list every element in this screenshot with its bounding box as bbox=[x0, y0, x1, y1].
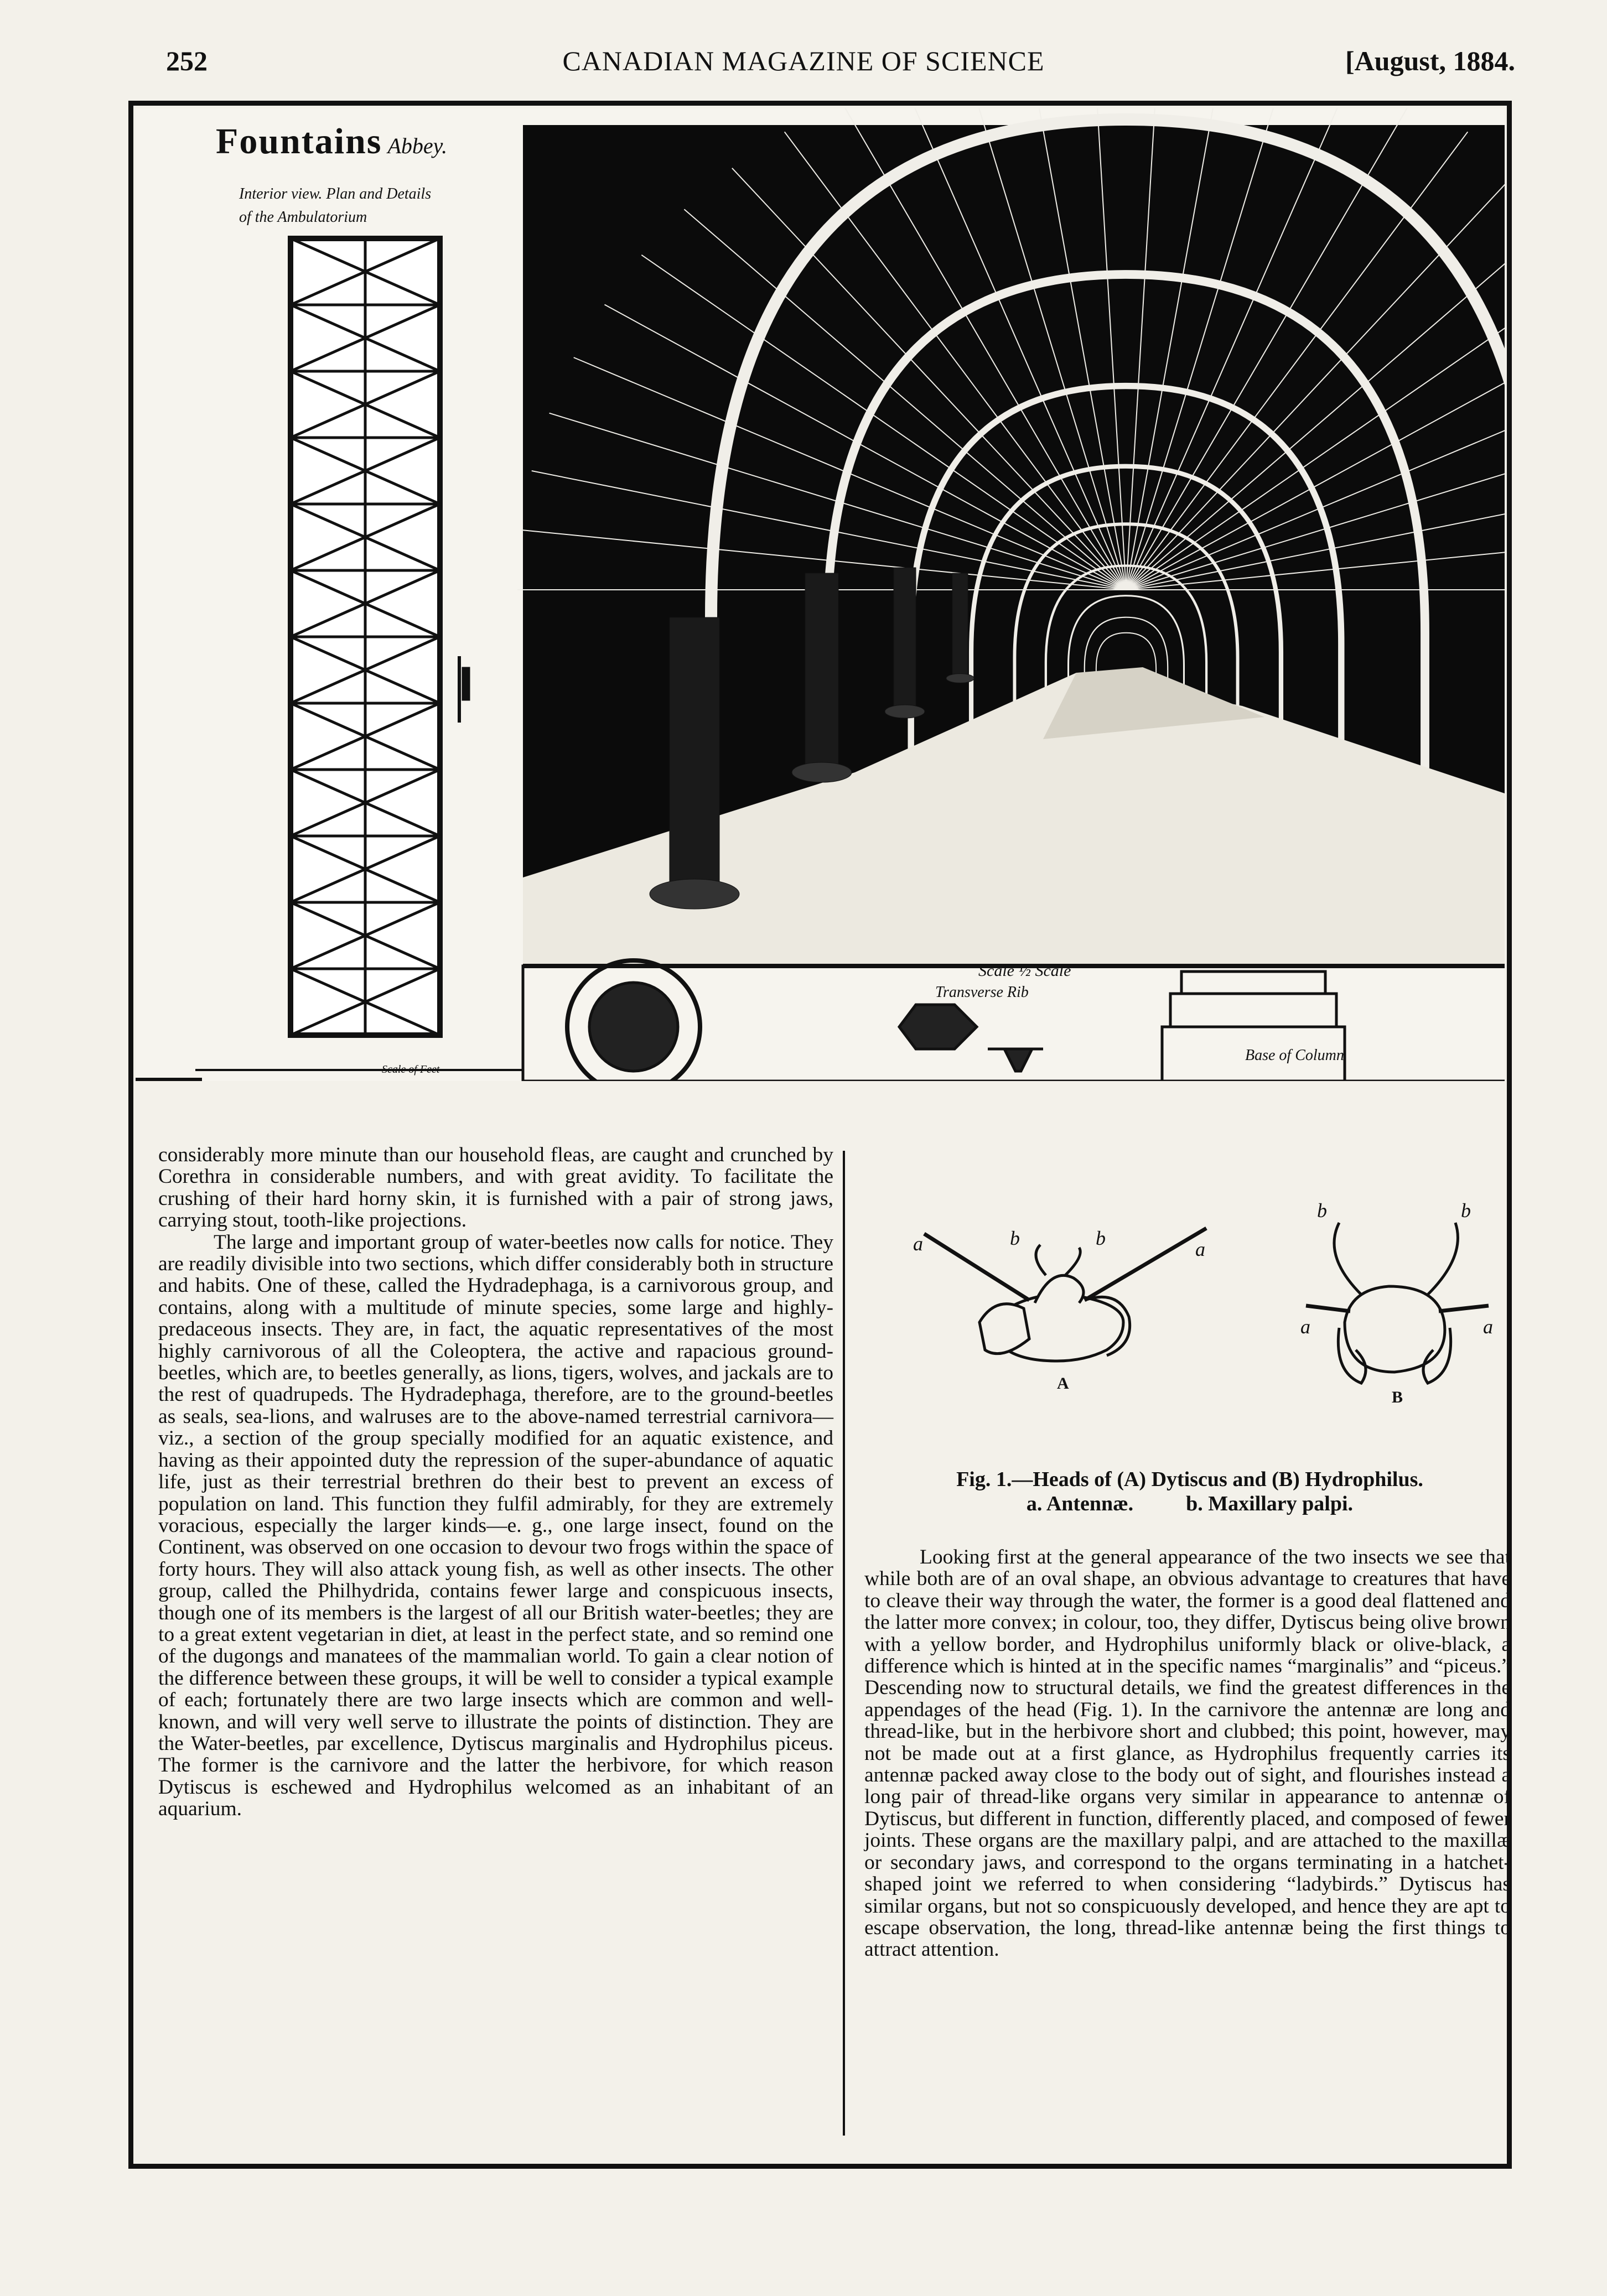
fig-label-b-hydro-right: b bbox=[1461, 1199, 1471, 1222]
column-base-label: Base of Column bbox=[1245, 1047, 1344, 1064]
fig-label-a-hydro-left: a bbox=[1300, 1316, 1310, 1338]
fig-label-b-hydro-left: b bbox=[1317, 1199, 1327, 1222]
fig-head-a-label: A bbox=[1057, 1374, 1069, 1393]
column-shaft bbox=[952, 573, 968, 678]
plan-scale-label: Scale of Feet bbox=[382, 1063, 440, 1076]
page-number: 252 bbox=[166, 45, 208, 76]
fig-label-b-left: b bbox=[1010, 1227, 1020, 1249]
detail-scale-label: Scale ½ Scale bbox=[978, 962, 1071, 980]
plan-caption-line-2: of the Ambulatorium bbox=[239, 209, 367, 226]
column-shaft bbox=[670, 617, 719, 894]
plan-title-suffix: Abbey. bbox=[387, 133, 448, 158]
paragraph-corethra: considerably more minute than our household fleas, are caught and crunched by Corethra in considerable numbers, and with great avidity. To facilitate the crushing of their hard horny skin, it is furnished with a pair of strong jaws, carrying stout, tooth-like projections. bbox=[158, 1144, 833, 1232]
transverse-rib-label: Transverse Rib bbox=[935, 984, 1029, 1001]
undercroft-perspective bbox=[517, 108, 1505, 966]
column-base bbox=[885, 705, 925, 718]
plan-caption-line-1: Interior view. Plan and Details bbox=[239, 185, 432, 202]
figure-caption-line-2: a. Antennæ. b. Maxillary palpi. bbox=[1026, 1492, 1354, 1515]
running-title: CANADIAN MAGAZINE OF SCIENCE bbox=[562, 45, 1045, 76]
plan-caption bbox=[239, 183, 431, 229]
column-divider bbox=[843, 1151, 845, 2136]
head-dytiscus bbox=[924, 1228, 1206, 1361]
left-column bbox=[158, 1144, 833, 1820]
abbey-illustration bbox=[136, 108, 1505, 1081]
column-base bbox=[792, 762, 852, 782]
head-hydrophilus bbox=[1306, 1223, 1489, 1383]
fig-label-a-right: a bbox=[1195, 1238, 1205, 1260]
figure-caption bbox=[863, 1467, 1516, 1516]
fig-head-b-label: B bbox=[1392, 1388, 1403, 1406]
figure-beetle-heads bbox=[863, 1184, 1516, 1461]
plan-title-main: Fountains bbox=[216, 121, 382, 162]
fig-label-b-right: b bbox=[1096, 1227, 1106, 1249]
column-base bbox=[650, 879, 739, 909]
paragraph-appearance: Looking first at the general appearance of the two insects we see that while both are of an oval shape, an obvious advantage to creatures that have to cleave their way through the water, the former is a good deal flattened and the latter more convex; in colour, too, they differ, Dytiscus being olive brown with a yellow border, and Hydrophilus uniformly black or olive-black, a difference which is hinted at in the specific names “marginalis” and “piceus.” Descending now to structural details, we find the greatest differences in the appendages of the head (Fig. 1). In the carnivore the antennæ are long and thread-like, but in the herbivore short and clubbed; this point, however, may not be made out at a first glance, as Hydrophilus frequently carries its antennæ packed away close to the body out of sight, and flourishes instead a long pair of thread-like organs very similar in appearance to antennæ of Dytiscus, but different in function, differently placed, and composed of fewer joints. These organs are the maxillary palpi, and are attached to the maxillæ or secondary jaws, and correspond to the organs terminating in a hatchet-shaped joint we referred to when considering “ladybirds.” Dytiscus has similar organs, but not so conspicuously developed, and hence they are apt to escape observation, the long, thread-like antennæ being the first things to attract attention. bbox=[864, 1546, 1511, 1961]
plan-title-text bbox=[216, 121, 447, 163]
column-shaft bbox=[805, 573, 838, 772]
right-column bbox=[864, 1546, 1511, 1961]
issue-date: [August, 1884. bbox=[1345, 45, 1515, 76]
figure-caption-line-1: Fig. 1.—Heads of (A) Dytiscus and (B) Hydrophilus. bbox=[956, 1468, 1423, 1491]
column-base bbox=[946, 674, 974, 683]
abbey-engraving bbox=[136, 108, 1505, 1081]
fig-label-a-left: a bbox=[913, 1233, 923, 1255]
column-shaft bbox=[894, 568, 916, 711]
fig-label-a-hydro-right: a bbox=[1483, 1316, 1493, 1338]
paragraph-water-beetles: The large and important group of water-beetles now calls for notice. They are readily divisible into two sections, which differ considerably both in structure and habits. One of these, called the Hydradephaga, is a carnivorous group, and contains, along with a multitude of minute species, some large and highly-predaceous insects. They are, in fact, the aquatic representatives of the most highly carnivorous of all the Coleoptera, the active and rapacious ground-beetles, which are, to beetles generally, as lions, tigers, wolves, and jackals are to the rest of quadrupeds. The Hydradephaga, therefore, are to the ground-beetles as seals, sea-lions, and walruses are to the above-named terrestrial carnivora—viz., a section of the group specially modified for an aquatic existence, and having as their appointed duty the repression of the super-abundance of aquatic life, just as their terrestrial brethren do their best to prevent an excess of population on land. This function they fulfil admirably, for they are extremely voracious, especially the larger kinds—e. g., one large insect, found on the Continent, was observed on one occasion to devour two frogs within the space of forty hours. They will also attack young fish, as well as other insects. The other group, called the Philhydrida, contains fewer large and conspicuous insects, though one of its members is the largest of all our British water-beetles; they are to a great extent vegetarian in diet, at least in the perfect state, and so remind one of the dugongs and manatees of the mammalian world. To gain a clear notion of the difference between these groups, it will be well to consider a typical example of each; fortunately there are two large insects which are common and well-known, and will very well serve to illustrate the points of distinction. They are the Water-beetles, par excellence, Dytiscus marginalis and Hydrophilus piceus. The former is the carnivore and the latter the herbivore, for which reason Dytiscus is eschewed and Hydrophilus welcomed as an inhabitant of an aquarium. bbox=[158, 1230, 833, 1821]
